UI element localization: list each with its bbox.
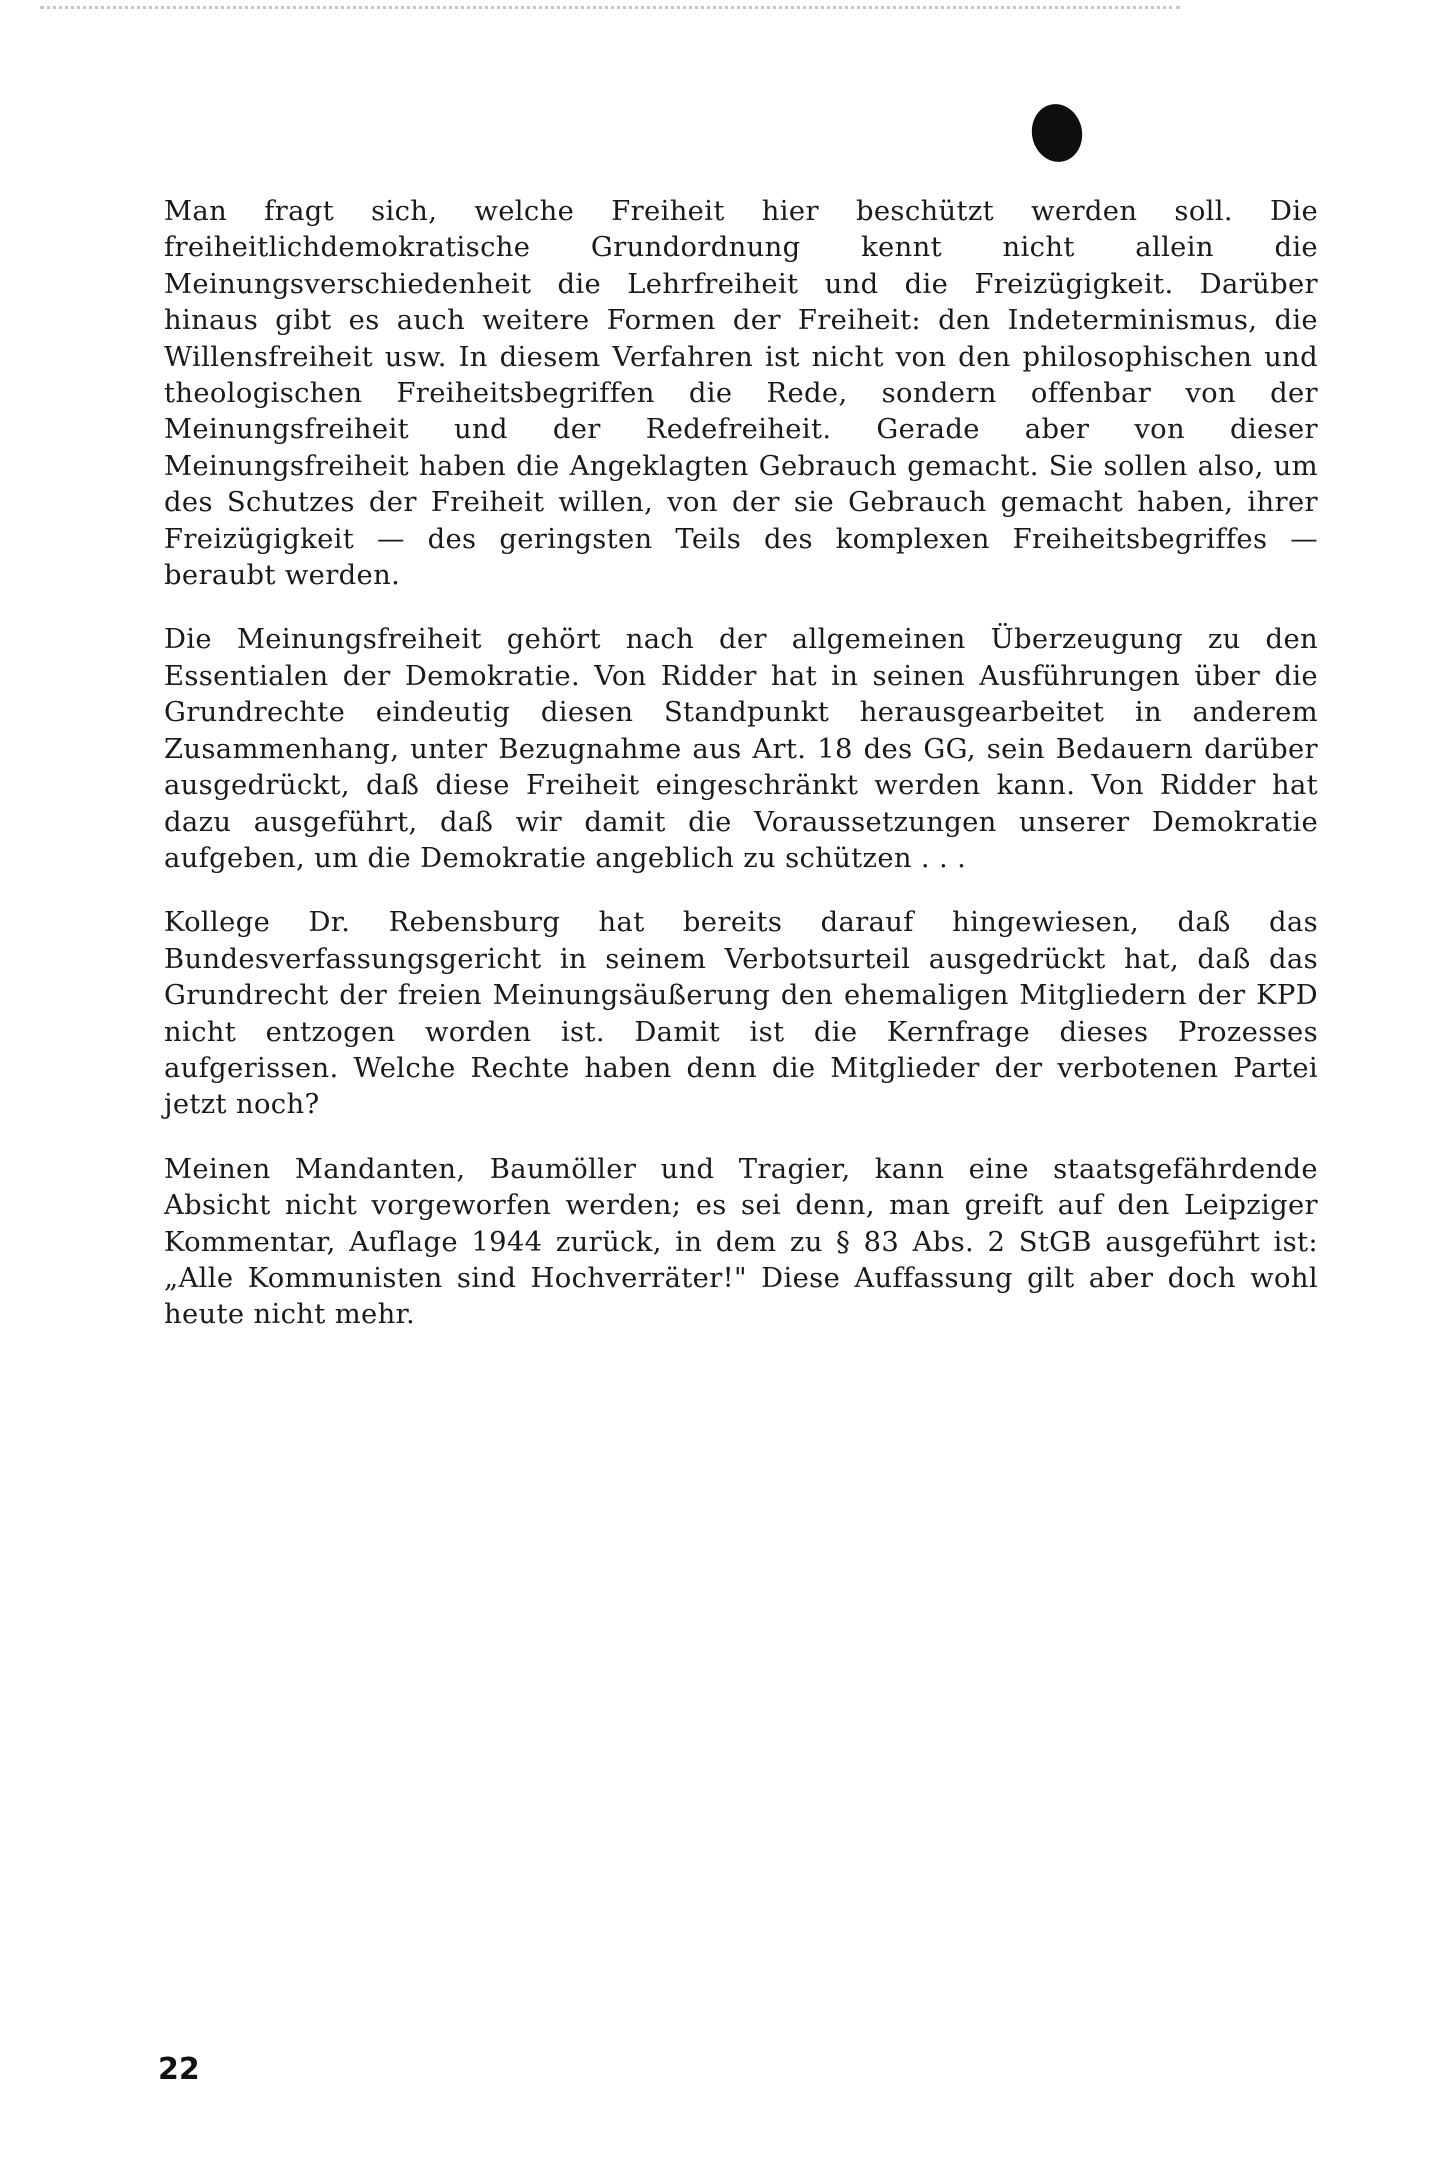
paragraph-freiheit: Man fragt sich, welche Freiheit hier beschützt werden soll. Die freiheitlichdemokratische Grundordnung kennt nicht allein die Meinungsverschiedenheit die Lehrfreiheit und die Freizügigkeit. Darüber hinaus gibt es auch weitere Formen der Freiheit: den Indeterminismus, die Willensfreiheit usw. In diesem Verfahren ist nicht von den philosophischen und theologischen Freiheitsbegriffen die Rede, sondern offenbar von der Meinungsfreiheit und der Redefreiheit. Gerade aber von dieser Meinungsfreiheit haben die Angeklagten Gebrauch gemacht. Sie sollen also, um des Schutzes der Freiheit willen, von der sie Gebrauch gemacht haben, ihrer Freizügigkeit — des geringsten Teils des komplexen Freiheitsbegriffes — beraubt werden.: [164, 196, 1318, 592]
ink-dot-mark: [1027, 99, 1088, 166]
page-number: 22: [158, 2052, 200, 2087]
paragraph-meinungsfreiheit: Die Meinungsfreiheit gehört nach der allgemeinen Überzeugung zu den Essentialen der Demokratie. Von Ridder hat in seinen Ausführungen über die Grundrechte eindeutig diesen Standpunkt herausgearbeitet in anderem Zusammenhang, unter Bezugnahme aus Art. 18 des GG, sein Bedauern darüber ausgedrückt, daß diese Freiheit eingeschränkt werden kann. Von Ridder hat dazu ausgeführt, daß wir damit die Voraussetzungen unserer Demokratie aufgeben, um die Demokratie angeblich zu schützen . . .: [164, 624, 1318, 874]
scan-edge-noise: [40, 6, 1180, 23]
paragraph-mandanten: Meinen Mandanten, Baumöller und Tragier, kann eine staatsgefährdende Absicht nicht vorgeworfen werden; es sei denn, man greift auf den Leipziger Kommentar, Auflage 1944 zurück, in dem zu § 83 Abs. 2 StGB ausgeführt ist: „Alle Kommunisten sind Hochverräter!" Diese Auffassung gilt aber doch wohl heute nicht mehr.: [164, 1153, 1318, 1331]
page-body: [164, 194, 1318, 1362]
paragraph-bundesverfassungsgericht: Kollege Dr. Rebensburg hat bereits darauf hingewiesen, daß das Bundesverfassungsgericht in seinem Verbotsurteil ausgedrückt hat, daß das Grundrecht der freien Meinungsäußerung den ehemaligen Mitgliedern der KPD nicht entzogen worden ist. Damit ist die Kernfrage dieses Prozesses aufgerissen. Welche Rechte haben denn die Mitglieder der verbotenen Partei jetzt noch?: [164, 907, 1318, 1121]
